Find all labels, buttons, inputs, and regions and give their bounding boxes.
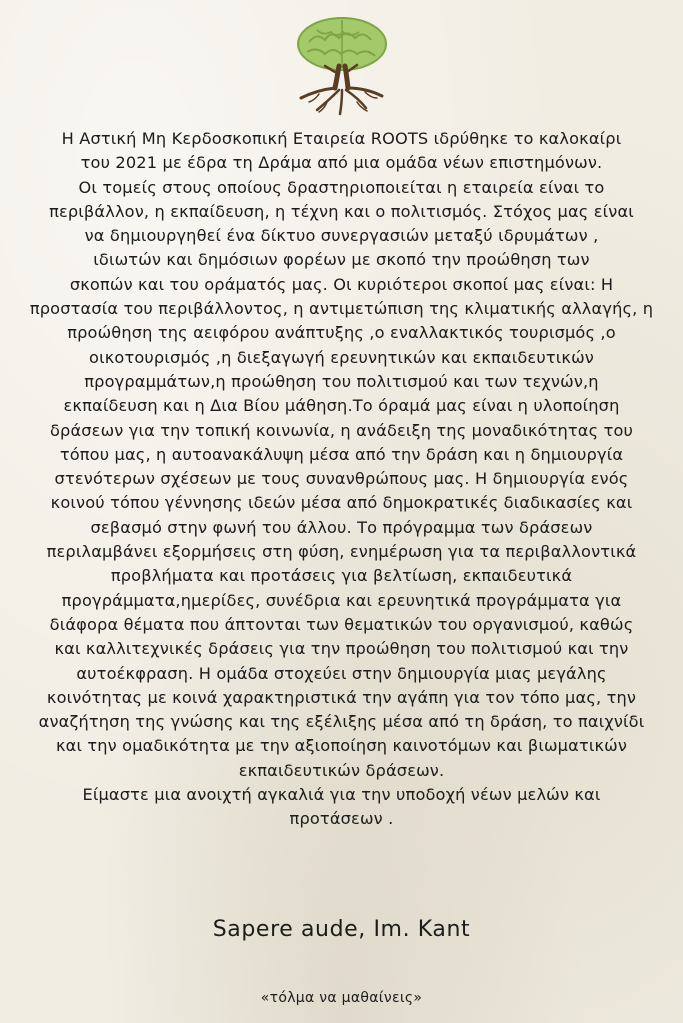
kant-quote: Sapere aude, Im. Kant xyxy=(212,917,471,942)
description-line: εκπαιδευτικών δράσεων. xyxy=(238,760,445,780)
description-line: σεβασμό στην φωνή του άλλου. Το πρόγραμμα των δράσεων xyxy=(90,517,593,537)
description-line: περιλαμβάνει εξορμήσεις στη φύση, ενημέρωση για τα περιβαλλοντικά xyxy=(46,542,637,562)
description-line: προώθηση της αειφόρου ανάπτυξης ,ο εναλλακτικός τουρισμός ,ο xyxy=(67,323,616,343)
organization-description xyxy=(14,127,669,832)
description-line: εκπαίδευση και η Δια Βίου μάθηση.Το όραμά μας είναι η υλοποίηση xyxy=(63,396,620,416)
description-line: του 2021 με έδρα τη Δράμα από μια ομάδα νέων επιστημόνων. xyxy=(80,153,603,173)
description-line: Είμαστε μια ανοιχτή αγκαλιά για την υποδοχή νέων μελών και xyxy=(82,785,601,805)
description-line: σκοπών και του οράματός μας. Οι κυριότεροι σκοποί μας είναι: Η xyxy=(69,274,614,294)
description-line: τόπου μας, η αυτοανακάλυψη μέσα από την δράση και η δημιουργία xyxy=(59,444,624,464)
description-line: οικοτουρισμός ,η διεξαγωγή ερευνητικών και εκπαιδευτικών xyxy=(89,347,594,367)
description-line: προγραμμάτων,η προώθηση του πολιτισμού και των τεχνών,η xyxy=(84,371,599,391)
tree-canopy xyxy=(298,18,386,70)
description-line: δράσεων για την τοπική κοινωνία, η ανάδειξη της μοναδικότητας του xyxy=(49,420,634,440)
description-line: κοινότητας με κοινά χαρακτηριστικά την αγάπη για τον τόπο μας, την xyxy=(46,687,637,707)
description-line: και την ομαδικότητα με την αξιοποίηση καινοτόμων και βιωματικών xyxy=(55,736,628,756)
description-line: Η Αστική Μη Κερδοσκοπική Εταιρεία ROOTS ιδρύθηκε το καλοκαίρι xyxy=(61,129,622,148)
description-line: προτάσεων . xyxy=(289,809,394,829)
description-line: προβλήματα και προτάσεις για βελτίωση, εκπαιδευτικά xyxy=(110,566,573,586)
tree-brain-icon xyxy=(289,12,395,120)
description-line: κοινού τόπου γέννησης ιδεών μέσα από δημοκρατικές διαδικασίες και xyxy=(50,493,633,513)
description-line: προγράμματα,ημερίδες, συνέδρια και ερευνητικά προγράμματα για xyxy=(61,590,622,610)
description-line: αυτοέκφραση. Η ομάδα στοχεύει στην δημιουργία μιας μεγάλης xyxy=(76,663,607,683)
description-line: ιδιωτών και δημόσιων φορέων με σκοπό την προώθηση των xyxy=(93,250,590,270)
motto: «τόλμα να μαθαίνεις» xyxy=(260,990,423,1006)
description-line: περιβάλλον, η εκπαίδευση, η τέχνη και ο πολιτισμός. Στόχος μας είναι xyxy=(49,201,634,221)
description-line: να δημιουργηθεί ένα δίκτυο συνεργασιών μεταξύ ιδρυμάτων , xyxy=(84,226,599,246)
description-line: προστασία του περιβάλλοντος, η αντιμετώπιση της κλιματικής αλλαγής, η xyxy=(29,299,654,319)
description-line: αναζήτηση της γνώσης και της εξέλιξης μέσα από τη δράση, το παιχνίδι xyxy=(38,712,645,732)
tree-roots xyxy=(301,65,382,114)
description-line: διάφορα θέματα που άπτονται των θεματικών του οργανισμού, καθώς xyxy=(49,614,634,634)
description-line: και καλλιτεχνικές δράσεις για την προώθηση του πολιτισμού και την xyxy=(54,639,629,659)
description-line: Οι τομείς στους οποίους δραστηριοποιείται η εταιρεία είναι το xyxy=(78,177,605,197)
description-line: στενότερων σχέσεων με τους συνανθρώπους μας. Η δημιουργία ενός xyxy=(54,469,629,489)
